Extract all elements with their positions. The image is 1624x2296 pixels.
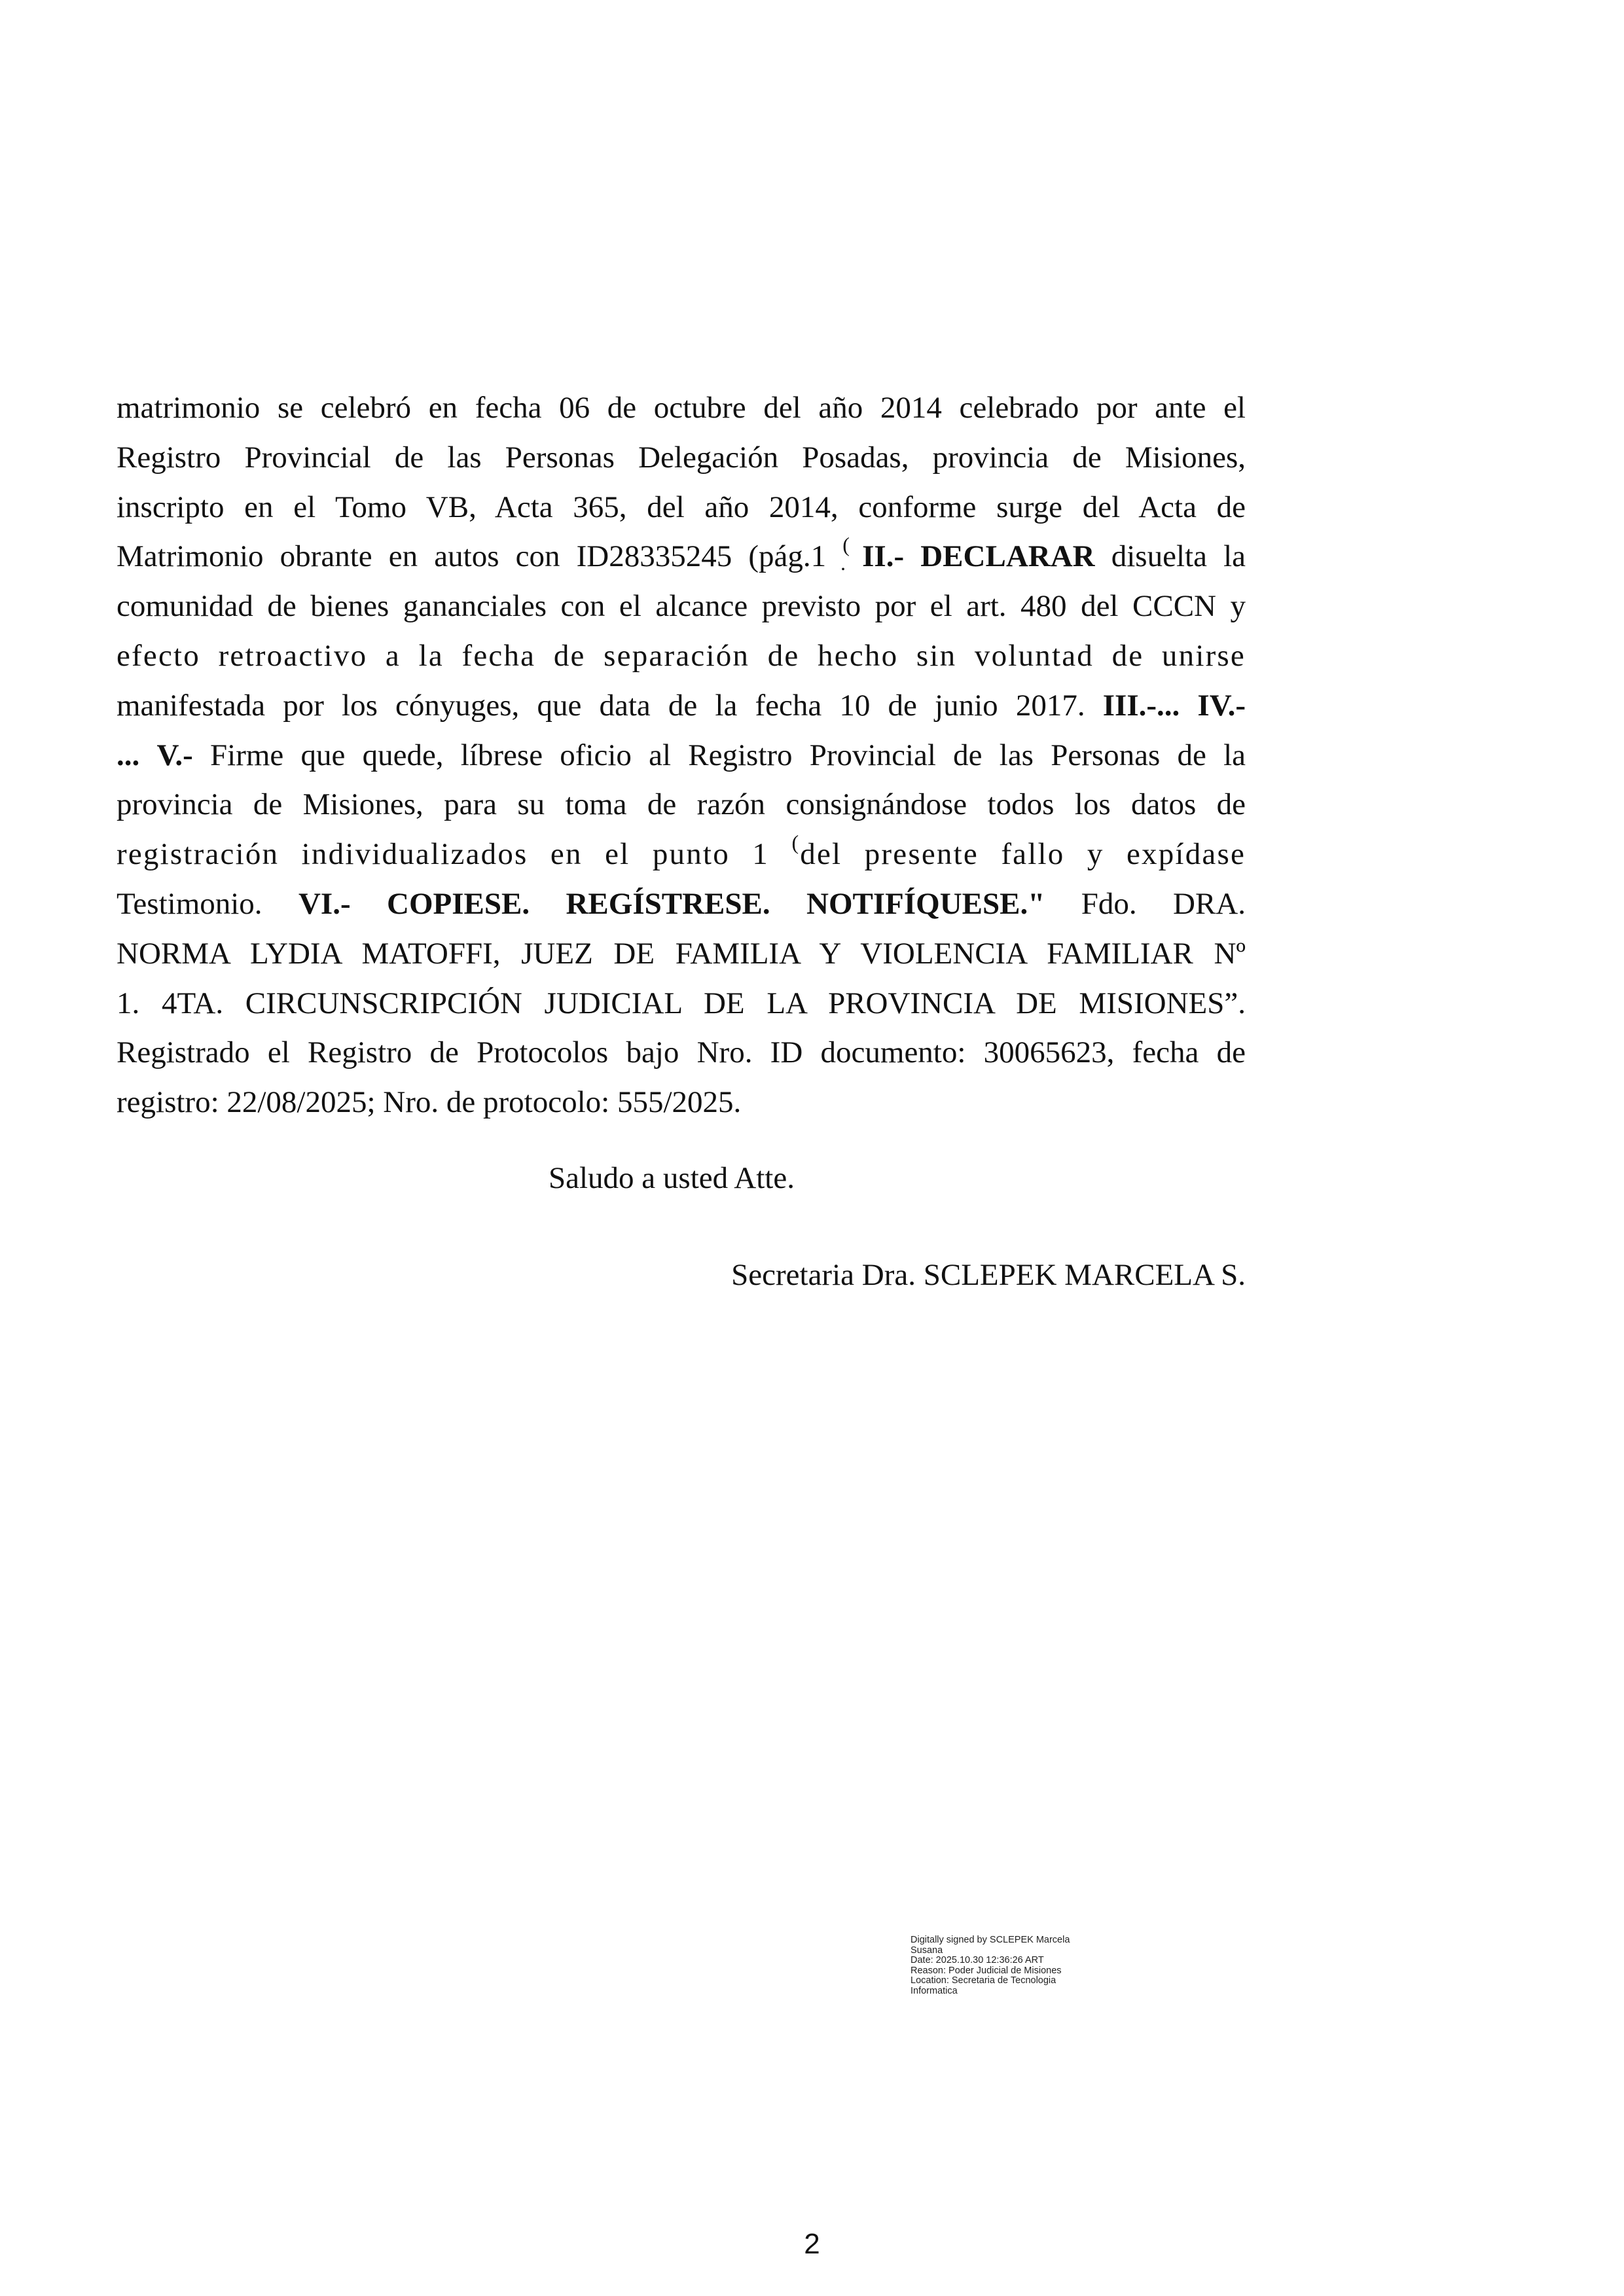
text-line: Registrado el Registro de Protocolos bajo Nro. ID documento: 30065623, fecha de: [117, 1035, 1246, 1070]
signature-line: Informatica: [911, 1985, 958, 1996]
text-fragment: registración individualizados en el punto 1: [117, 837, 770, 872]
bold-section-vi: VI.- COPIESE. REGÍSTRESE. NOTIFÍQUESE.": [298, 886, 1045, 921]
bold-declarar: II.- DECLARAR: [862, 539, 1095, 574]
bold-ellipsis: ...: [117, 738, 140, 772]
text-line: [117, 532, 1246, 582]
signature-line: Susana: [911, 1945, 943, 1956]
closing-salutation: Saludo a usted Atte.: [549, 1161, 795, 1195]
body-paragraph: [117, 384, 1246, 1128]
digital-signature-block: [911, 1935, 1185, 1996]
text-line: efecto retroactivo a la fecha de separación de hecho sin voluntad de unirse: [117, 638, 1246, 673]
text-line: provincia de Misiones, para su toma de razón consignándose todos los datos de: [117, 787, 1246, 822]
text-fragment: del presente fallo y expídase: [800, 837, 1246, 872]
signature-line: Date: 2025.10.30 12:36:26 ART: [911, 1955, 1044, 1965]
bold-section-iii: III.-...: [1102, 688, 1180, 723]
text-line: matrimonio se celebró en fecha 06 de octubre del año 2014 celebrado por ante el: [117, 391, 1246, 425]
text-line: inscripto en el Tomo VB, Acta 365, del año 2014, conforme surge del Acta de: [117, 490, 1246, 524]
text-fragment: Matrimonio obrante en autos con ID28335245 (pág.1: [117, 539, 827, 574]
text-fragment: manifestada por los cónyuges, que data de la fecha 10 de junio 2017.: [117, 688, 1103, 723]
signature-line: Location: Secretaria de Tecnologia: [911, 1975, 1056, 1986]
text-fragment: disuelta la: [1094, 539, 1246, 574]
text-line: 1. 4TA. CIRCUNSCRIPCIÓN JUDICIAL DE LA PROVINCIA DE MISIONES”.: [117, 986, 1246, 1020]
dot-mark: .: [840, 551, 846, 575]
text-line: comunidad de bienes gananciales con el alcance previsto por el art. 480 del CCCN y: [117, 589, 1246, 624]
signature-line: Reason: Poder Judicial de Misiones: [911, 1965, 1062, 1976]
text-fragment: Fdo. DRA.: [1045, 886, 1246, 921]
text-line: registro: 22/08/2025; Nro. de protocolo: 555/2025.: [117, 1085, 742, 1120]
text-fragment: Testimonio.: [117, 886, 262, 921]
text-line: [117, 830, 1246, 880]
page-number: 2: [804, 2228, 820, 2260]
text-line: NORMA LYDIA MATOFFI, JUEZ DE FAMILIA Y VIOLENCIA FAMILIAR Nº: [117, 936, 1246, 971]
open-paren-mark: (: [791, 831, 801, 855]
signer-name: Secretaria Dra. SCLEPEK MARCELA S.: [731, 1258, 1246, 1292]
bold-section-iv: IV.-: [1197, 688, 1246, 723]
open-paren-mark: (: [842, 533, 850, 557]
text-line: [117, 731, 1246, 781]
signature-line: Digitally signed by SCLEPEK Marcela: [911, 1935, 1070, 1945]
text-line: Registro Provincial de las Personas Delegación Posadas, provincia de Misiones,: [117, 440, 1246, 475]
text-fragment: Firme que quede, líbrese oficio al Registro Provincial de las Personas de la: [192, 738, 1246, 772]
text-line: [117, 681, 1246, 731]
text-line: [117, 880, 1246, 929]
bold-section-v: V.-: [156, 738, 193, 772]
